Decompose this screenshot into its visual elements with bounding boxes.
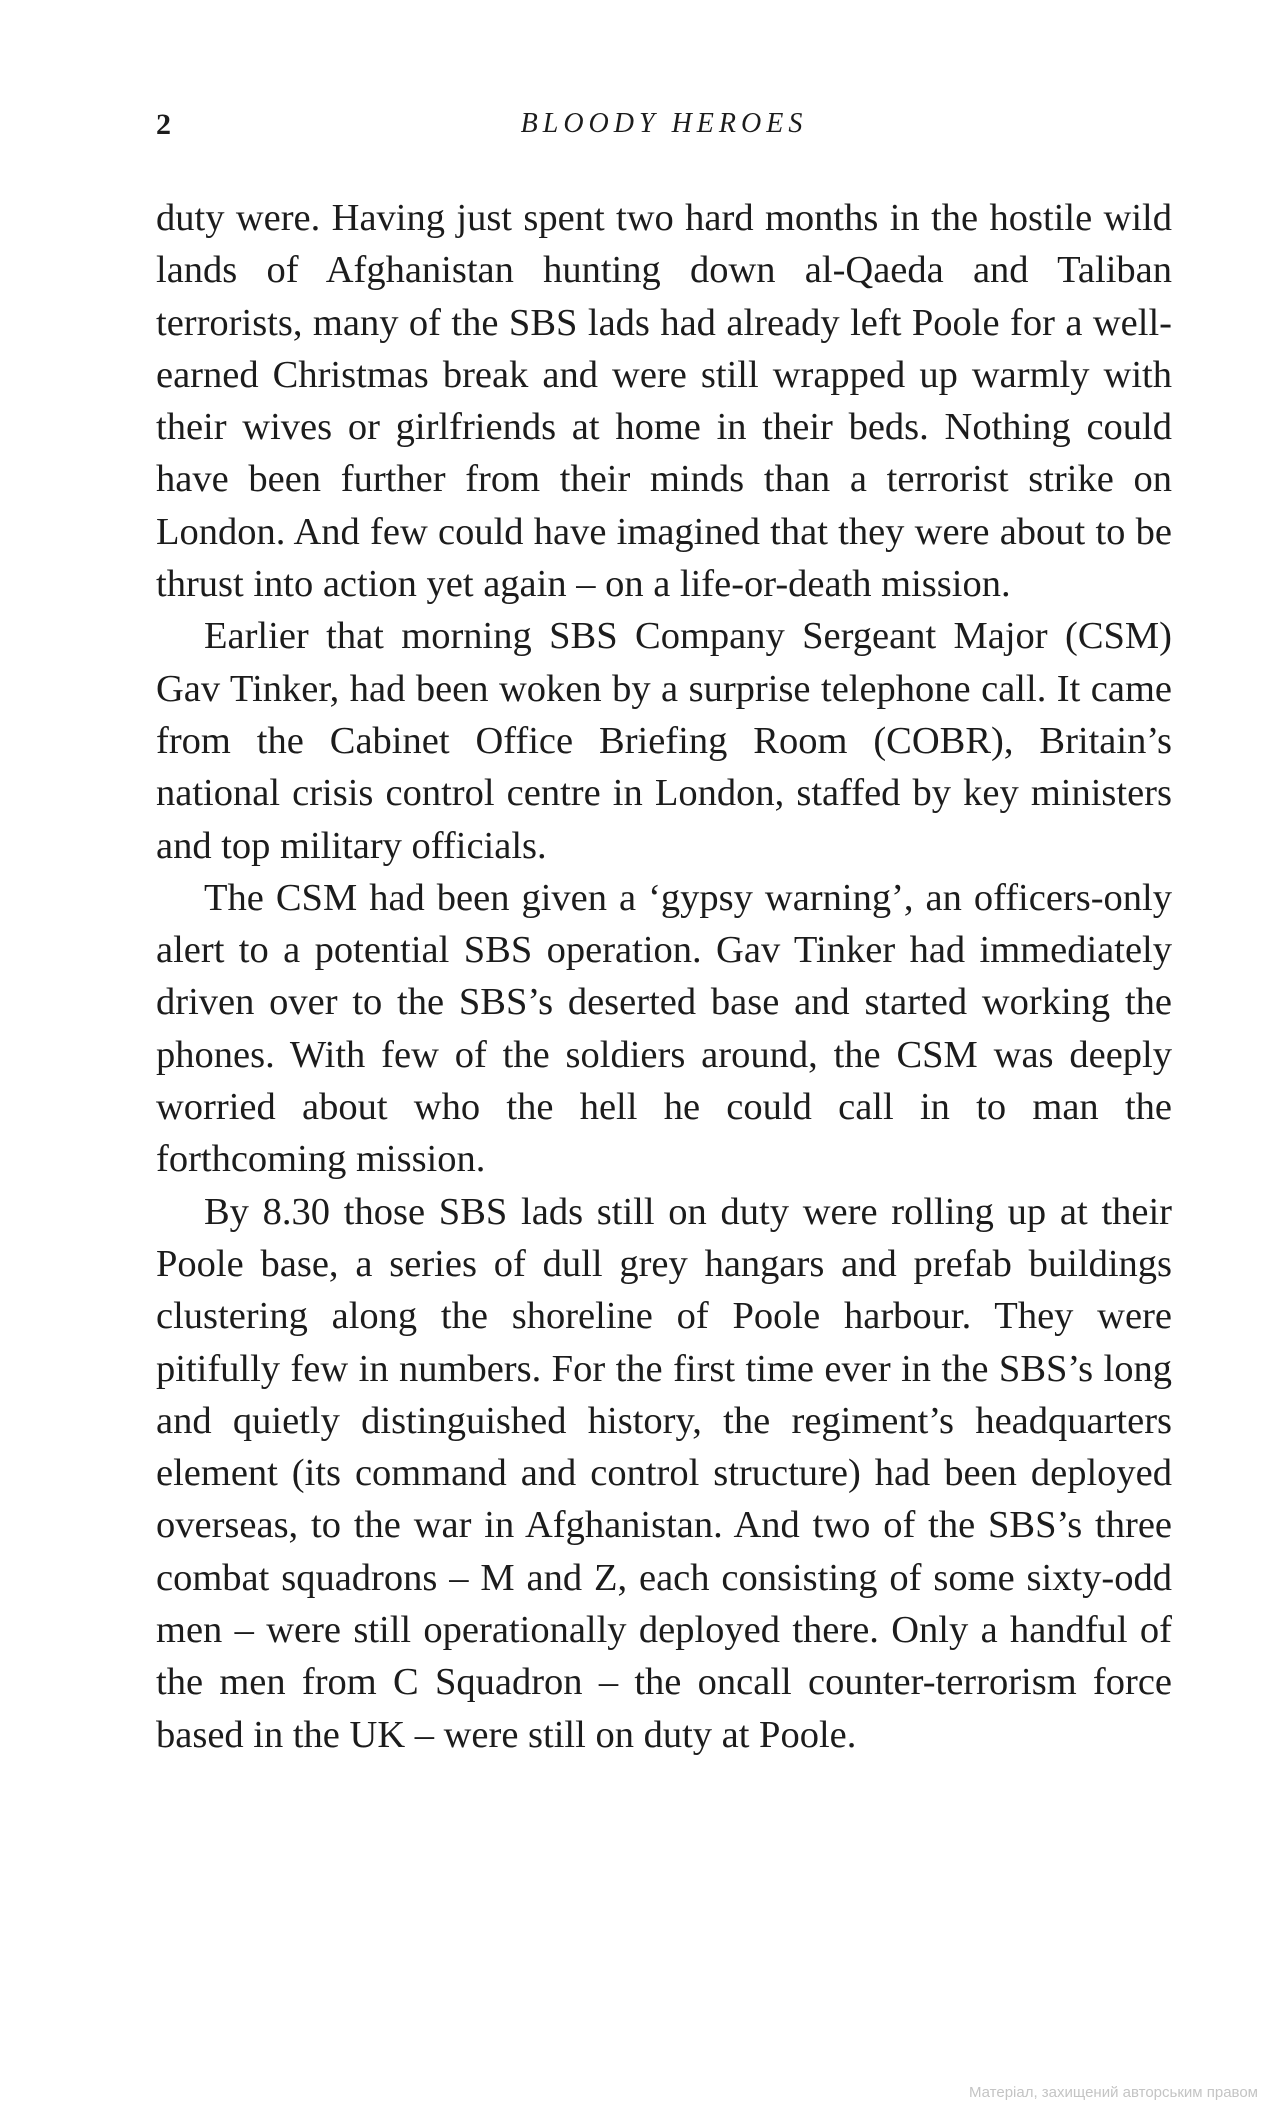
page-number: 2 bbox=[156, 108, 172, 141]
paragraph-3: The CSM had been given a ‘gypsy warning’, an officers-only alert to a potential SBS operation. Gav Tinker had immediately driven over to the SBS’s deserted base and started working the phones. With few of the soldiers around, the CSM was deeply worried about who the hell he could call in to man the forthcoming mission. bbox=[156, 876, 1172, 1181]
paragraph-2: Earlier that morning SBS Company Sergeant Major (CSM) Gav Tinker, had been woken by a surprise telephone call. It came from the Cabinet Office Briefing Room (COBR), Britain’s national crisis control centre in London, staffed by key ministers and top military officials. bbox=[156, 615, 1172, 867]
book-title: BLOODY HEROES bbox=[520, 108, 808, 139]
paragraph-1: duty were. Having just spent two hard months in the hostile wild lands of Afghanistan hunting down al-Qaeda and Taliban terrorists, many of the SBS lads had already left Poole for a well-earned Christmas break and were still wrapped up warmly with their wives or girlfriends at home in their beds. Nothing could have been further from their minds than a terrorist strike on London. And few could have imagined that they were about to be thrust into action yet again – on a life-or-death mission. bbox=[156, 197, 1172, 606]
copyright-watermark: Матеріал, захищений авторським правом bbox=[968, 2084, 1258, 2101]
body-text bbox=[156, 192, 1172, 1761]
running-head bbox=[156, 108, 1172, 148]
paragraph-4: By 8.30 those SBS lads still on duty were rolling up at their Poole base, a series of dull grey hangars and prefab buildings clustering along the shoreline of Poole harbour. They were pitifully few in numbers. For the first time ever in the SBS’s long and quietly distinguished history, the regiment’s headquarters element (its command and control structure) had been deployed overseas, to the war in Afghanistan. And two of the SBS’s three combat squadrons – M and Z, each consisting of some sixty-odd men – were still operationally deployed there. Only a handful of the men from C Squadron – the oncall counter-terrorism force based in the UK – were still on duty at Poole. bbox=[156, 1190, 1172, 1756]
